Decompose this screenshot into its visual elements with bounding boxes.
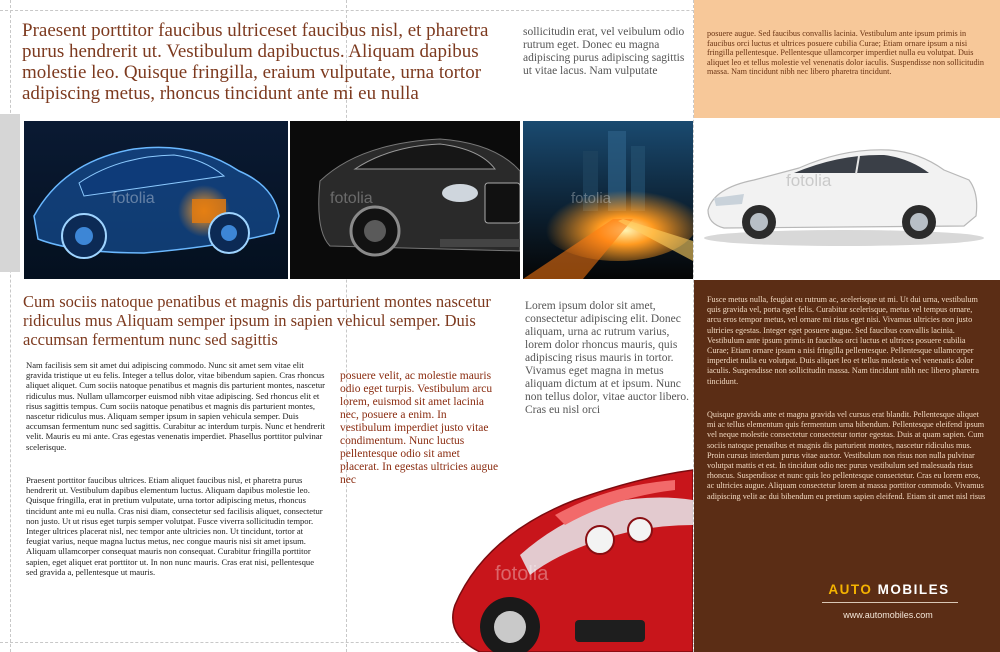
red-sports-car-photo — [425, 455, 693, 652]
fold-guide-left — [10, 0, 11, 652]
watermark: fotolia — [786, 171, 832, 190]
intro-text-column: sollicitudin erat, vel veibulum odio rutrum eget. Donec eu magna adipiscing purus adipiscing sagittis ut vitae lacus. Nam vulputate — [523, 26, 685, 77]
speed-lights-photo — [523, 121, 693, 279]
body-paragraph-2: Praesent porttitor faucibus ultrices. Etiam aliquet faucibus nisl, et pharetra purus hendrerit ut. Vestibulum dapibus elementum luctus. Aliquam dapibus molestie leo. Quisque fringilla, erat in pretium vulputate, urna tortor adipiscing metus, rhoncus tincidunt ante mi eu nulla. Cras nisi diam, consectetur sed facilisis aliquet, consectetur non justo. Ut ut risus eget turpis semper volutpat. Fusce viverra sollicitudin tempor. Integer ultrices placerat nisl, nec tempor ante ultricies non. Ut tincidunt, tortor at feugiat varius, neque magna luctus metus, nec congue mauris nisi sit amet ipsum. Aliquam ullamcorper consequat mauris non consequat. Curabitur fringilla porttitor sapien, eget aliquet erat porttitor ut. In non nunc mauris. Cras erat nisi, pellentesque sed gravida a, pellentesque ut mauris. — [26, 475, 323, 577]
body-paragraph-1: Nam facilisis sem sit amet dui adipiscing commodo. Nunc sit amet sem vitae elit gravida tristique ut eu felis. Integer a tellus dolor, vitae bibendum sapien. Cras rhoncus aliquet aliquet. Cum sociis natoque penatibus et magnis dis parturient montes, nascetur ridiculus mus. Nullam ullamcorper euismod nibh vitae adipiscing. Sed rhoncus elit et risus sagittis tempus. Cum sociis natoque penatibus et magnis dis parturient montes, nascetur ridiculus mus. Aliquam semper ipsum in sapien vehicula semper. Duis accumsan fermentum nunc sed sagittis. Curabitur ac interdum turpis. Nunc et hendrerit velit. Mauris eu mi ante. Cras egestas venenatis imperdiet. Phasellus porttitor pulvinar scelerisque. — [26, 360, 326, 452]
headline-middle: Cum sociis natoque penatibus et magnis dis parturient montes nascetur ridiculus mus Aliquam semper ipsum in sapien vehicul semper. Duis accumsan fermentum nunc sed sagittis — [23, 292, 491, 349]
xray-car-photo — [24, 121, 288, 279]
brand-logo — [822, 582, 956, 597]
white-car-photo — [694, 118, 1000, 280]
watermark: fotolia — [330, 190, 373, 207]
black-sedan-photo — [290, 121, 520, 279]
brand-word-mobiles: MOBILES — [877, 582, 950, 597]
accent-text-column: posuere velit, ac molestie mauris odio eget turpis. Vestibulum arcu lorem, euismod sit amet lacinia nec, posuere a enim. In vestibulum imperdiet justo vitae condimentum. Nunc luctus pellentesque odio sit amet placerat. In egestas ultricies augue nec — [340, 370, 499, 486]
brand-divider — [822, 602, 958, 603]
watermark: fotolia — [112, 190, 155, 207]
brand-url: www.automobiles.com — [843, 610, 933, 620]
watermark: fotolia — [571, 190, 612, 207]
brand-word-auto: AUTO — [828, 582, 873, 597]
lorem-text-column: Lorem ipsum dolor sit amet, consectetur adipiscing elit. Donec aliquam, urna ac rutrum varius, lorem dolor rhoncus mauris, quis adipiscing risus mauris in tortor. Vivamus eget magna in metus aliquam dictum at et ipsum. Nunc non tellus dolor, vitae auctor libero. Cras eu nisl orci — [525, 300, 690, 416]
brown-panel-text-1: Fusce metus nulla, feugiat eu rutrum ac, scelerisque ut mi. Ut dui urna, vestibulum quis gravida vel, porta eget felis. Curabitur scelerisque, metus vel tempus ornare, arcu eros tempor metus, vel ornare mi risus eget nisi. Vivamus ultricies non justo ultricies egestas. Integer eget posuere augue. Sed faucibus convallis lacinia. Vestibulum ante ipsum primis in faucibus orci luctus et ultrices posuere cubilia Curae; Etiam ornare ipsum a nisi fringilla pellentesque. Pellentesque ullamcorper imperdiet nulla eu volutpat. Duis aliquet leo et tellus molestie vel venenatis dolor iaculis. Suspendisse non sollicitudin massa. Nam tincidunt nibh nec libero pharetra tincidunt. — [707, 295, 979, 386]
headline-top: Praesent porttitor faucibus ultriceset faucibus nisl, et pharetra purus hendrerit ut. Vestibulum dapibuctus. Aliquam dapibus molestie leo. Quisque fringilla, eraium vulputate, urna tortor adipiscing metus, rhoncus tincidunt ante mi eu nulla — [22, 20, 489, 104]
fold-tab — [0, 114, 20, 272]
orange-panel-text: posuere augue. Sed faucibus convallis lacinia. Vestibulum ante ipsum primis in faucibus orci luctus et ultrices posuere cubilia Curae; Etiam ornare ipsum a nisi fringilla pellentesque. Pellentesque ullamcorper imperdiet nulla eu volutpat. Duis aliquet leo et tellus molestie vel venenatis dolor iaculis. Suspendisse non sollicitudin massa. Nam tincidunt nibh nec libero pharetra tincidunt. — [707, 29, 984, 77]
watermark: fotolia — [495, 563, 549, 585]
brown-panel-text-2: Quisque gravida ante et magna gravida vel cursus erat blandit. Pellentesque aliquet mi ac tellus elementum quis fermentum urna bibendum. Pellentesque eleifend ipsum vel neque molestie consectetur consectetur tortor egestas. Duis at quam sapien. Cum sociis natoque penatibus et magnis dis parturient montes, nascetur ridiculus mus. Proin cursus interdum purus vitae auctor. Vestibulum non risus non nulla pulvinar volutpat mattis et est. In tincidunt odio nec purus vestibulum sed malesuada risus rhoncus. Suspendisse et nunc quis leo pellentesque consectetur. Cras eu lorem eros, ac ultricies augue. Aliquam consectetur lorem at massa porttitor commodo. Vivamus adipiscing velit ac dui bibendum eu pretium sapien eleifend. Etiam sit amet nisl risus — [707, 410, 986, 501]
